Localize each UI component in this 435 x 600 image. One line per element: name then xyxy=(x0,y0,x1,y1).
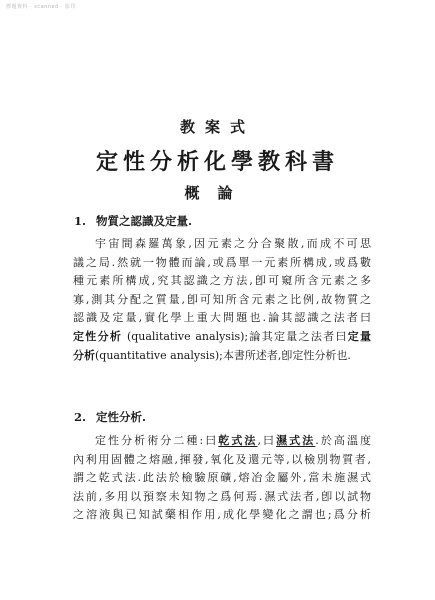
paragraph-line: 議之局.然就一物體而論,或爲單一元素所構成,或爲數 xyxy=(73,255,371,269)
paragraph-line: 宇宙間森羅萬象,因元素之分合聚散,而成不可思 xyxy=(95,237,371,250)
paragraph-line: 法前,多用以預察未知物之爲何焉.濕式法者,卽以試物 xyxy=(73,489,371,503)
scan-watermark: 標題資料 · scanned · 影印 xyxy=(6,4,77,10)
paragraph-text: .於高溫度 xyxy=(315,434,372,447)
term-quantitative-part2: 分析 xyxy=(73,348,95,362)
paragraph-text: 定性分析術分二種:曰 xyxy=(95,434,219,447)
paragraph-line: 寡,測其分配之質量,卽可知所含元素之比例,故物質之 xyxy=(73,292,371,306)
paragraph-line: 之溶液與已知試藥相作用,成化學變化之謂也;爲分析 xyxy=(73,508,371,522)
section-1-number: 1. xyxy=(74,214,87,228)
paragraph-line: 謂之乾式法.此法於檢驗原礦,熔冶金屬外,當未施濕式 xyxy=(73,471,371,485)
section-2-heading xyxy=(74,409,146,425)
paragraph-line xyxy=(73,347,371,366)
paragraph-text: ,曰 xyxy=(257,434,277,447)
paragraph-text: (qualitative analysis);論其定量之法者曰 xyxy=(122,329,348,343)
paragraph-line: 內利用固體之熔融,揮發,氧化及還元等,以檢別物質者, xyxy=(73,452,371,466)
book-title: 定性分析化學教科書 xyxy=(95,149,339,175)
section-2-number: 2. xyxy=(74,410,87,424)
term-wet-method: 濕式法 xyxy=(276,434,316,447)
section-1-paragraph xyxy=(73,235,371,365)
section-2-title: 定性分析. xyxy=(96,410,147,424)
section-2-paragraph xyxy=(73,432,371,525)
term-dry-method: 乾式法 xyxy=(218,434,258,447)
paragraph-text: (quantitative analysis);本書所述者,卽定性分析也. xyxy=(95,348,351,362)
paragraph-line xyxy=(73,328,371,347)
section-1-title: 物質之認識及定量. xyxy=(96,214,193,228)
section-1-heading xyxy=(74,213,192,229)
book-subtitle: 教案式 xyxy=(179,118,255,136)
chapter-heading: 概論 xyxy=(184,184,251,202)
paragraph-line xyxy=(73,432,371,451)
paragraph-line: 種元素所構成,究其認識之方法,卽可窺所含元素之多 xyxy=(73,274,371,288)
paragraph-line: 認識及定量,實化學上重大問題也.論其認識之法者曰 xyxy=(73,311,371,325)
term-qualitative-analysis: 定性分析 xyxy=(73,329,123,343)
term-quantitative-part1: 定量 xyxy=(347,329,372,343)
